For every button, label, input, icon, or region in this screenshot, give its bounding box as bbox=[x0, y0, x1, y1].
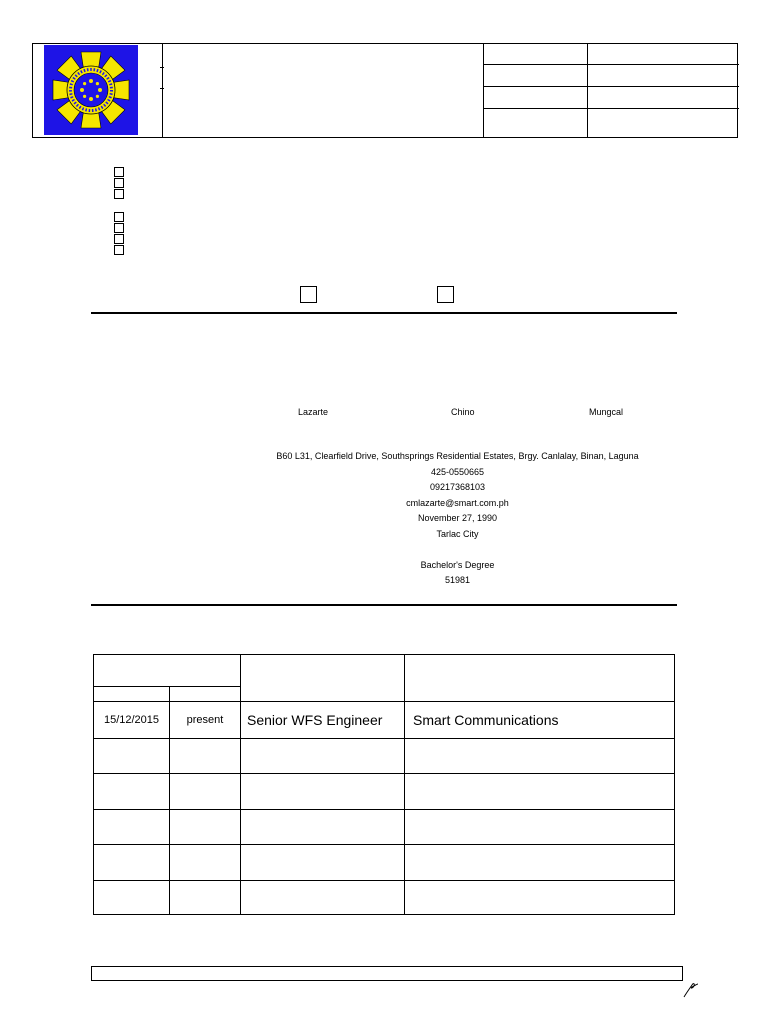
work-row-from: 15/12/2015 bbox=[103, 714, 160, 726]
section-divider bbox=[91, 604, 677, 606]
meta-row bbox=[484, 43, 739, 65]
footer-box bbox=[91, 966, 683, 981]
work-row-company: Smart Communications bbox=[413, 712, 559, 728]
signature-mark bbox=[680, 980, 702, 1000]
birth-date-value: November 27, 1990 bbox=[417, 513, 498, 523]
mobile-value: 09217368103 bbox=[429, 482, 486, 492]
address-value: B60 L31, Clearfield Drive, Southsprings Residential Estates, Brgy. Canlalay, Binan, Laguna bbox=[276, 451, 639, 461]
education-value: Bachelor's Degree bbox=[420, 559, 495, 570]
last-name-value: Lazarte bbox=[298, 407, 329, 417]
meta-row bbox=[484, 87, 739, 109]
meta-row bbox=[484, 65, 739, 87]
checkbox-option-3[interactable] bbox=[114, 189, 124, 199]
department-seal-icon bbox=[44, 45, 138, 135]
email-value: cmlazarte@smart.com.ph bbox=[406, 497, 509, 508]
middle-name-value: Mungcal bbox=[589, 407, 624, 417]
work-row-to: present bbox=[186, 714, 224, 726]
section-divider bbox=[91, 312, 677, 314]
checkbox-choice-b[interactable] bbox=[437, 286, 454, 303]
checkbox-option-2[interactable] bbox=[114, 178, 124, 188]
document-control-grid bbox=[483, 43, 738, 138]
first-name-value: Chino bbox=[451, 407, 475, 417]
checkbox-option-1[interactable] bbox=[114, 167, 124, 177]
seal-background bbox=[44, 45, 138, 135]
work-row-position: Senior WFS Engineer bbox=[247, 712, 383, 728]
header-tick-mark bbox=[160, 67, 164, 68]
meta-row bbox=[484, 109, 739, 138]
form-title-cell bbox=[163, 43, 483, 138]
checkbox-choice-a[interactable] bbox=[300, 286, 317, 303]
id-number-value: 51981 bbox=[444, 575, 471, 585]
applicant-details bbox=[200, 449, 715, 589]
telephone-value: 425-0550665 bbox=[430, 466, 485, 477]
blank-line bbox=[200, 542, 715, 558]
header-tick-mark bbox=[160, 88, 164, 89]
checkbox-option-6[interactable] bbox=[114, 234, 124, 244]
work-experience-table bbox=[93, 654, 675, 915]
checkbox-option-5[interactable] bbox=[114, 223, 124, 233]
birth-place-value: Tarlac City bbox=[436, 528, 479, 539]
checkbox-option-4[interactable] bbox=[114, 212, 124, 222]
checkbox-option-7[interactable] bbox=[114, 245, 124, 255]
